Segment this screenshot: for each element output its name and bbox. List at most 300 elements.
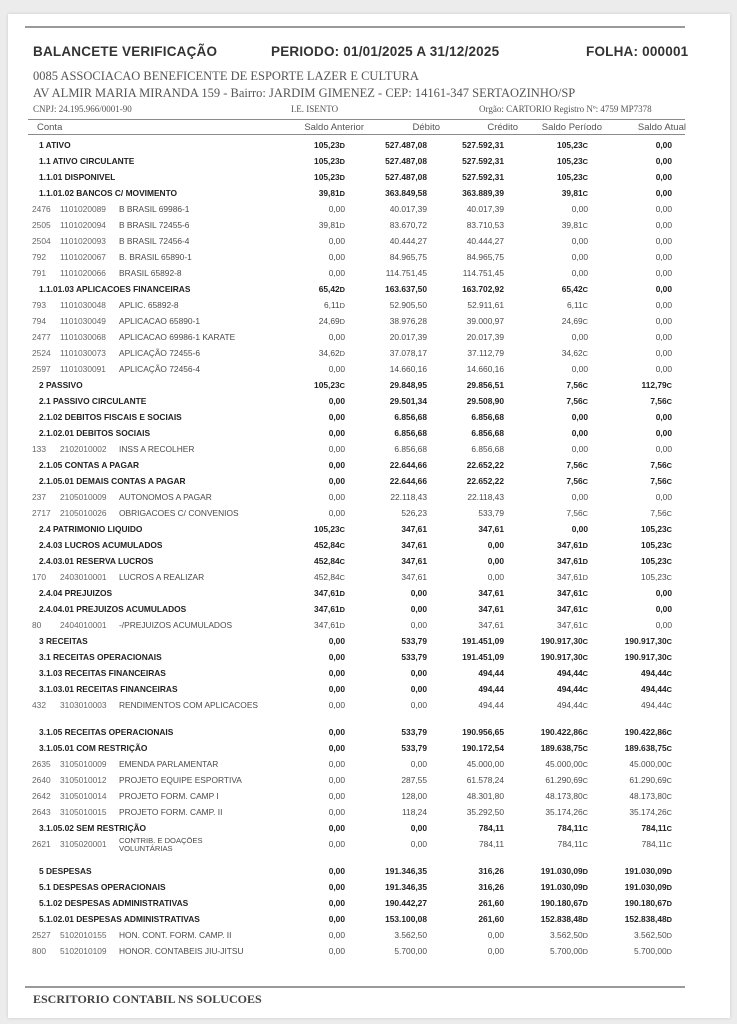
debito bbox=[385, 898, 427, 908]
saldo-anterior bbox=[329, 204, 345, 214]
account-description: 1.1 ATIVO CIRCULANTE bbox=[39, 156, 135, 166]
saldo-anterior-value: 0,00 bbox=[328, 268, 345, 278]
saldo-atual-nature: C bbox=[666, 744, 672, 753]
saldo-anterior-value: 0,00 bbox=[328, 791, 345, 801]
saldo-anterior-value: 0,00 bbox=[328, 946, 345, 956]
saldo-atual bbox=[625, 743, 672, 753]
debito bbox=[401, 556, 427, 566]
group-row bbox=[0, 554, 737, 570]
saldo-atual-value: 45.000,00 bbox=[629, 759, 667, 769]
saldo-periodo-nature: D bbox=[582, 573, 588, 582]
saldo-atual-value: 0,00 bbox=[655, 172, 672, 182]
credito bbox=[488, 930, 504, 940]
saldo-anterior bbox=[319, 284, 345, 294]
saldo-periodo-value: 0,00 bbox=[571, 204, 588, 214]
saldo-anterior-value: 0,00 bbox=[328, 727, 345, 737]
saldo-periodo-nature: C bbox=[582, 621, 588, 630]
saldo-anterior-value: 65,42 bbox=[318, 284, 340, 294]
saldo-periodo bbox=[572, 252, 588, 262]
debito-value: 22.118,43 bbox=[390, 492, 427, 502]
saldo-anterior bbox=[324, 300, 345, 310]
saldo-anterior-nature: D bbox=[339, 221, 345, 230]
saldo-atual bbox=[650, 476, 672, 486]
credito bbox=[488, 572, 504, 582]
credito-value: 114.751,45 bbox=[462, 268, 504, 278]
saldo-atual bbox=[656, 492, 672, 502]
group-row bbox=[0, 522, 737, 538]
debito-value: 3.562,50 bbox=[394, 930, 427, 940]
debito-value: 287,55 bbox=[401, 775, 427, 785]
saldo-periodo-nature: D bbox=[582, 947, 588, 956]
debito-value: 20.017,39 bbox=[389, 332, 427, 342]
saldo-anterior bbox=[329, 823, 345, 833]
credito-value: 6.856,68 bbox=[471, 444, 504, 454]
debito bbox=[401, 727, 427, 737]
saldo-periodo bbox=[557, 604, 588, 614]
account-number: 1101030073 bbox=[60, 348, 106, 358]
saldo-anterior bbox=[319, 220, 345, 230]
group-row bbox=[0, 741, 737, 757]
saldo-periodo-value: 5.700,00 bbox=[550, 946, 583, 956]
saldo-atual bbox=[641, 668, 672, 678]
debito-value: 6.856,68 bbox=[394, 428, 427, 438]
saldo-periodo-value: 24,69 bbox=[561, 316, 583, 326]
saldo-periodo-value: 39,81 bbox=[561, 220, 583, 230]
credito-value: 494,44 bbox=[478, 684, 504, 694]
credito-value: 0,00 bbox=[487, 556, 504, 566]
debito-value: 5.700,00 bbox=[394, 946, 427, 956]
credito bbox=[462, 172, 504, 182]
section-spacer bbox=[0, 853, 737, 864]
account-description: HON. CONT. FORM. CAMP. II bbox=[119, 930, 232, 940]
account-description: 2.4 PATRIMONIO LIQUIDO bbox=[39, 524, 143, 534]
credito-value: 40.444,27 bbox=[466, 236, 504, 246]
debito bbox=[385, 882, 427, 892]
credito-value: 22.118,43 bbox=[467, 492, 504, 502]
account-row bbox=[0, 570, 737, 586]
saldo-anterior-value: 105,23 bbox=[314, 156, 340, 166]
saldo-atual bbox=[656, 252, 672, 262]
saldo-periodo-nature: C bbox=[582, 728, 588, 737]
saldo-anterior-value: 0,00 bbox=[328, 930, 345, 940]
saldo-periodo bbox=[557, 140, 588, 150]
saldo-atual-nature: C bbox=[666, 509, 672, 518]
group-row bbox=[0, 725, 737, 741]
group-row bbox=[0, 602, 737, 618]
account-description: PROJETO EQUIPE ESPORTIVA bbox=[119, 775, 242, 785]
saldo-periodo-value: 347,61 bbox=[557, 620, 583, 630]
saldo-periodo-nature: C bbox=[582, 477, 588, 486]
group-row bbox=[0, 666, 737, 682]
saldo-atual bbox=[650, 508, 672, 518]
debito-value: 0,00 bbox=[410, 604, 427, 614]
account-description: B BRASIL 69986-1 bbox=[119, 204, 190, 214]
credito bbox=[467, 492, 504, 502]
account-description: 3.1.05 RECEITAS OPERACIONAIS bbox=[39, 727, 174, 737]
debito-value: 40.444,27 bbox=[389, 236, 427, 246]
saldo-atual-value: 0,00 bbox=[655, 236, 672, 246]
account-row bbox=[0, 805, 737, 821]
account-number: 1101030091 bbox=[60, 364, 106, 374]
credito bbox=[467, 396, 504, 406]
saldo-anterior-value: 0,00 bbox=[328, 412, 345, 422]
saldo-atual bbox=[625, 727, 672, 737]
saldo-anterior-value: 0,00 bbox=[328, 652, 345, 662]
saldo-periodo-value: 105,23 bbox=[557, 140, 583, 150]
saldo-atual-value: 7,56 bbox=[650, 508, 667, 518]
debito bbox=[390, 460, 427, 470]
saldo-anterior-value: 34,62 bbox=[318, 348, 340, 358]
credito-value: 527.592,31 bbox=[462, 156, 504, 166]
reduced-code: 2504 bbox=[32, 236, 51, 246]
saldo-anterior bbox=[329, 396, 345, 406]
saldo-anterior bbox=[329, 882, 345, 892]
saldo-anterior-nature: D bbox=[339, 157, 345, 166]
account-description: B. BRASIL 65890-1 bbox=[119, 252, 192, 262]
credito-value: 190.172,54 bbox=[462, 743, 504, 753]
saldo-atual-value: 0,00 bbox=[655, 412, 672, 422]
credito bbox=[478, 668, 504, 678]
saldo-periodo-value: 3.562,50 bbox=[550, 930, 583, 940]
saldo-anterior-value: 0,00 bbox=[328, 743, 345, 753]
reduced-code: 791 bbox=[32, 268, 46, 278]
saldo-periodo-value: 190.917,30 bbox=[540, 652, 583, 662]
credito bbox=[467, 348, 504, 358]
debito-value: 83.670,72 bbox=[389, 220, 427, 230]
saldo-periodo bbox=[566, 396, 588, 406]
saldo-periodo-value: 0,00 bbox=[571, 332, 588, 342]
account-number: 3105010014 bbox=[60, 791, 107, 801]
saldo-anterior-value: 0,00 bbox=[328, 636, 345, 646]
debito bbox=[385, 172, 427, 182]
saldo-periodo bbox=[545, 791, 588, 801]
reduced-code: 2643 bbox=[32, 807, 51, 817]
account-description: PROJETO FORM. CAMP. II bbox=[119, 807, 223, 817]
credito bbox=[467, 476, 504, 486]
saldo-periodo bbox=[572, 204, 588, 214]
credito bbox=[467, 460, 504, 470]
saldo-atual-value: 0,00 bbox=[655, 140, 672, 150]
account-row bbox=[0, 362, 737, 378]
saldo-periodo bbox=[545, 759, 588, 769]
account-description: 2.4.03.01 RESERVA LUCROS bbox=[39, 556, 154, 566]
saldo-anterior bbox=[329, 492, 345, 502]
saldo-periodo bbox=[541, 636, 588, 646]
saldo-anterior bbox=[314, 540, 345, 550]
credito bbox=[467, 364, 504, 374]
bottom-divider bbox=[25, 986, 685, 988]
account-number: 1101020094 bbox=[60, 220, 106, 230]
debito bbox=[390, 300, 427, 310]
saldo-periodo-value: 35.174,26 bbox=[545, 807, 583, 817]
saldo-periodo-nature: C bbox=[582, 744, 588, 753]
debito bbox=[394, 412, 427, 422]
saldo-periodo bbox=[572, 492, 588, 502]
saldo-atual-nature: C bbox=[666, 653, 672, 662]
saldo-atual-nature: C bbox=[666, 685, 672, 694]
debito-value: 22.644,66 bbox=[389, 460, 427, 470]
saldo-atual-value: 784,11 bbox=[641, 823, 667, 833]
account-row bbox=[0, 234, 737, 250]
account-number: 1101020066 bbox=[60, 268, 106, 278]
saldo-atual bbox=[634, 930, 672, 940]
credito-value: 35.292,50 bbox=[466, 807, 504, 817]
credito bbox=[478, 898, 504, 908]
debito bbox=[402, 807, 427, 817]
ledger-table bbox=[0, 138, 737, 960]
saldo-atual-nature: C bbox=[666, 573, 672, 582]
account-description: 2.1.05 CONTAS A PAGAR bbox=[39, 460, 140, 470]
debito-value: 114.751,45 bbox=[385, 268, 427, 278]
entity-name: 0085 ASSOCIACAO BENEFICENTE DE ESPORTE LAZER E CULTURA bbox=[33, 69, 419, 83]
saldo-anterior-value: 0,00 bbox=[328, 700, 345, 710]
account-description: APLICAÇÃO 72456-4 bbox=[119, 364, 201, 374]
saldo-atual bbox=[656, 412, 672, 422]
saldo-anterior-value: 0,00 bbox=[328, 396, 345, 406]
account-row bbox=[0, 928, 737, 944]
credito-value: 494,44 bbox=[478, 668, 504, 678]
col-saldo-anterior: Saldo Anterior bbox=[304, 122, 364, 133]
saldo-periodo-value: 347,61 bbox=[557, 556, 583, 566]
saldo-atual bbox=[642, 839, 672, 849]
credito bbox=[462, 727, 504, 737]
saldo-anterior bbox=[329, 508, 345, 518]
credito bbox=[467, 791, 504, 801]
saldo-atual-nature: C bbox=[666, 477, 672, 486]
credito-value: 527.592,31 bbox=[462, 172, 504, 182]
debito bbox=[390, 380, 427, 390]
credito bbox=[462, 188, 504, 198]
account-number: 1101020093 bbox=[60, 236, 106, 246]
saldo-periodo bbox=[557, 556, 588, 566]
debito bbox=[390, 252, 427, 262]
saldo-periodo-value: 48.173,80 bbox=[545, 791, 583, 801]
debito bbox=[385, 188, 427, 198]
saldo-atual-nature: C bbox=[666, 728, 672, 737]
saldo-anterior-value: 0,00 bbox=[328, 914, 345, 924]
saldo-atual-nature: D bbox=[666, 915, 672, 924]
saldo-periodo bbox=[558, 839, 588, 849]
group-row bbox=[0, 586, 737, 602]
saldo-anterior bbox=[329, 898, 345, 908]
saldo-periodo-value: 39,81 bbox=[561, 188, 583, 198]
saldo-periodo bbox=[562, 316, 588, 326]
saldo-periodo-value: 347,61 bbox=[557, 604, 583, 614]
credito-value: 190.956,65 bbox=[462, 727, 504, 737]
credito-value: 261,60 bbox=[478, 898, 504, 908]
credito-value: 84.965,75 bbox=[466, 252, 504, 262]
account-description: PROJETO FORM. CAMP I bbox=[119, 791, 219, 801]
account-description: 1.1.01.02 BANCOS C/ MOVIMENTO bbox=[39, 188, 178, 198]
reduced-code: 794 bbox=[32, 316, 46, 326]
saldo-periodo bbox=[557, 620, 588, 630]
saldo-anterior bbox=[329, 364, 345, 374]
account-description: 3.1.03 RECEITAS FINANCEIRAS bbox=[39, 668, 166, 678]
saldo-atual-value: 784,11 bbox=[641, 839, 667, 849]
saldo-anterior bbox=[319, 316, 345, 326]
account-description: -/PREJUIZOS ACUMULADOS bbox=[119, 620, 233, 630]
credito-value: 29.856,51 bbox=[466, 380, 504, 390]
saldo-periodo-value: 784,11 bbox=[557, 839, 583, 849]
saldo-atual bbox=[642, 380, 673, 390]
saldo-anterior bbox=[329, 444, 345, 454]
saldo-periodo-nature: C bbox=[582, 221, 588, 230]
account-description: OBRIGACOES C/ CONVENIOS bbox=[119, 508, 239, 518]
debito-value: 22.644,66 bbox=[389, 476, 427, 486]
credito bbox=[462, 284, 504, 294]
debito bbox=[386, 268, 427, 278]
saldo-anterior bbox=[319, 348, 345, 358]
reduced-code: 2477 bbox=[32, 332, 51, 342]
account-row bbox=[0, 837, 737, 853]
group-row bbox=[0, 282, 737, 298]
saldo-atual bbox=[656, 316, 672, 326]
credito bbox=[467, 204, 504, 214]
debito bbox=[411, 588, 427, 598]
saldo-anterior-value: 0,00 bbox=[328, 236, 345, 246]
credito bbox=[471, 412, 504, 422]
saldo-periodo-nature: D bbox=[582, 931, 588, 940]
account-row bbox=[0, 250, 737, 266]
saldo-anterior bbox=[329, 914, 345, 924]
account-description: B BRASIL 72456-4 bbox=[119, 236, 190, 246]
group-row bbox=[0, 170, 737, 186]
credito bbox=[467, 220, 504, 230]
saldo-periodo-value: 0,00 bbox=[571, 236, 588, 246]
credito bbox=[478, 866, 504, 876]
credito bbox=[462, 652, 504, 662]
debito bbox=[411, 759, 427, 769]
entity-address: AV ALMIR MARIA MIRANDA 159 - Bairro: JARDIM GIMENEZ - CEP: 14161-347 SERTAOZINHO/SP bbox=[33, 86, 576, 100]
debito bbox=[401, 775, 427, 785]
saldo-atual-nature: C bbox=[666, 792, 672, 801]
saldo-periodo-value: 0,00 bbox=[571, 252, 588, 262]
saldo-anterior-nature: D bbox=[339, 589, 345, 598]
saldo-atual-nature: C bbox=[666, 776, 672, 785]
account-row bbox=[0, 757, 737, 773]
saldo-periodo-value: 0,00 bbox=[571, 492, 588, 502]
saldo-periodo-value: 494,44 bbox=[557, 668, 583, 678]
account-description: 1.1.01 DISPONIVEL bbox=[39, 172, 116, 182]
credito bbox=[478, 620, 504, 630]
saldo-periodo-value: 347,61 bbox=[557, 572, 583, 582]
saldo-atual-nature: C bbox=[666, 541, 672, 550]
saldo-anterior bbox=[329, 332, 345, 342]
account-number: 2102010002 bbox=[60, 444, 107, 454]
saldo-anterior-value: 0,00 bbox=[328, 252, 345, 262]
debito bbox=[385, 914, 427, 924]
saldo-anterior bbox=[329, 759, 345, 769]
account-row bbox=[0, 618, 737, 634]
reduced-code: 793 bbox=[32, 300, 46, 310]
account-number: 1101020067 bbox=[60, 252, 106, 262]
debito bbox=[411, 604, 427, 614]
saldo-periodo-nature: C bbox=[582, 461, 588, 470]
credito-value: 533,79 bbox=[478, 508, 504, 518]
credito-value: 37.112,79 bbox=[467, 348, 504, 358]
saldo-atual bbox=[629, 807, 672, 817]
saldo-atual-nature: C bbox=[666, 840, 672, 849]
credito-value: 347,61 bbox=[478, 524, 504, 534]
saldo-periodo-value: 190.180,67 bbox=[540, 898, 583, 908]
saldo-atual-value: 105,23 bbox=[641, 572, 667, 582]
saldo-periodo bbox=[566, 508, 588, 518]
account-number: 3105010009 bbox=[60, 759, 107, 769]
saldo-anterior-value: 0,00 bbox=[328, 684, 345, 694]
saldo-periodo bbox=[545, 775, 588, 785]
credito-value: 52.911,61 bbox=[467, 300, 504, 310]
debito bbox=[390, 396, 427, 406]
account-row bbox=[0, 218, 737, 234]
saldo-anterior bbox=[314, 556, 345, 566]
saldo-atual-value: 0,00 bbox=[655, 620, 672, 630]
credito-value: 261,60 bbox=[478, 914, 504, 924]
account-row bbox=[0, 202, 737, 218]
saldo-periodo-value: 190.422,86 bbox=[540, 727, 583, 737]
saldo-anterior-nature: D bbox=[339, 301, 345, 310]
account-description: INSS A RECOLHER bbox=[119, 444, 195, 454]
saldo-atual-nature: D bbox=[666, 867, 672, 876]
saldo-anterior-nature: D bbox=[339, 621, 345, 630]
saldo-atual-value: 0,00 bbox=[655, 588, 672, 598]
saldo-periodo bbox=[558, 823, 589, 833]
saldo-atual bbox=[656, 604, 672, 614]
debito-value: 347,61 bbox=[401, 524, 427, 534]
debito-value: 0,00 bbox=[410, 668, 427, 678]
saldo-atual-value: 0,00 bbox=[655, 268, 672, 278]
saldo-periodo-nature: C bbox=[582, 669, 588, 678]
account-description: HONOR. CONTABEIS JIU-JITSU bbox=[119, 946, 244, 956]
credito bbox=[478, 684, 504, 694]
credito bbox=[467, 236, 504, 246]
account-description: 2.1.02.01 DEBITOS SOCIAIS bbox=[39, 428, 151, 438]
debito bbox=[390, 492, 427, 502]
saldo-atual bbox=[625, 898, 672, 908]
account-description: 1 ATIVO bbox=[39, 140, 71, 150]
account-number: 1101030068 bbox=[60, 332, 106, 342]
saldo-periodo-nature: C bbox=[582, 141, 588, 150]
group-row bbox=[0, 634, 737, 650]
column-header bbox=[28, 119, 685, 135]
saldo-periodo-nature: D bbox=[582, 883, 588, 892]
saldo-anterior-value: 0,00 bbox=[328, 882, 345, 892]
credito bbox=[463, 268, 504, 278]
reduced-code: 2621 bbox=[32, 839, 51, 849]
reduced-code: 2527 bbox=[32, 930, 51, 940]
credito bbox=[462, 140, 504, 150]
credito-value: 6.856,68 bbox=[471, 412, 504, 422]
saldo-anterior bbox=[329, 791, 345, 801]
account-row bbox=[0, 773, 737, 789]
saldo-periodo bbox=[541, 743, 588, 753]
saldo-anterior bbox=[329, 727, 345, 737]
saldo-periodo bbox=[557, 172, 588, 182]
saldo-anterior-value: 347,61 bbox=[314, 620, 340, 630]
saldo-anterior bbox=[314, 140, 345, 150]
saldo-periodo-value: 65,42 bbox=[561, 284, 583, 294]
saldo-atual-value: 35.174,26 bbox=[629, 807, 667, 817]
debito-value: 6.856,68 bbox=[394, 444, 427, 454]
account-description: CONTRIB. E DOAÇÕES VOLUNTÁRIAS bbox=[119, 837, 203, 853]
account-number: 2404010001 bbox=[60, 620, 107, 630]
saldo-periodo bbox=[572, 444, 588, 454]
saldo-atual-value: 494,44 bbox=[641, 700, 667, 710]
debito-value: 163.637,50 bbox=[385, 284, 427, 294]
debito bbox=[390, 332, 427, 342]
saldo-periodo bbox=[562, 220, 588, 230]
saldo-atual-value: 3.562,50 bbox=[634, 930, 667, 940]
saldo-anterior-nature: C bbox=[339, 557, 345, 566]
